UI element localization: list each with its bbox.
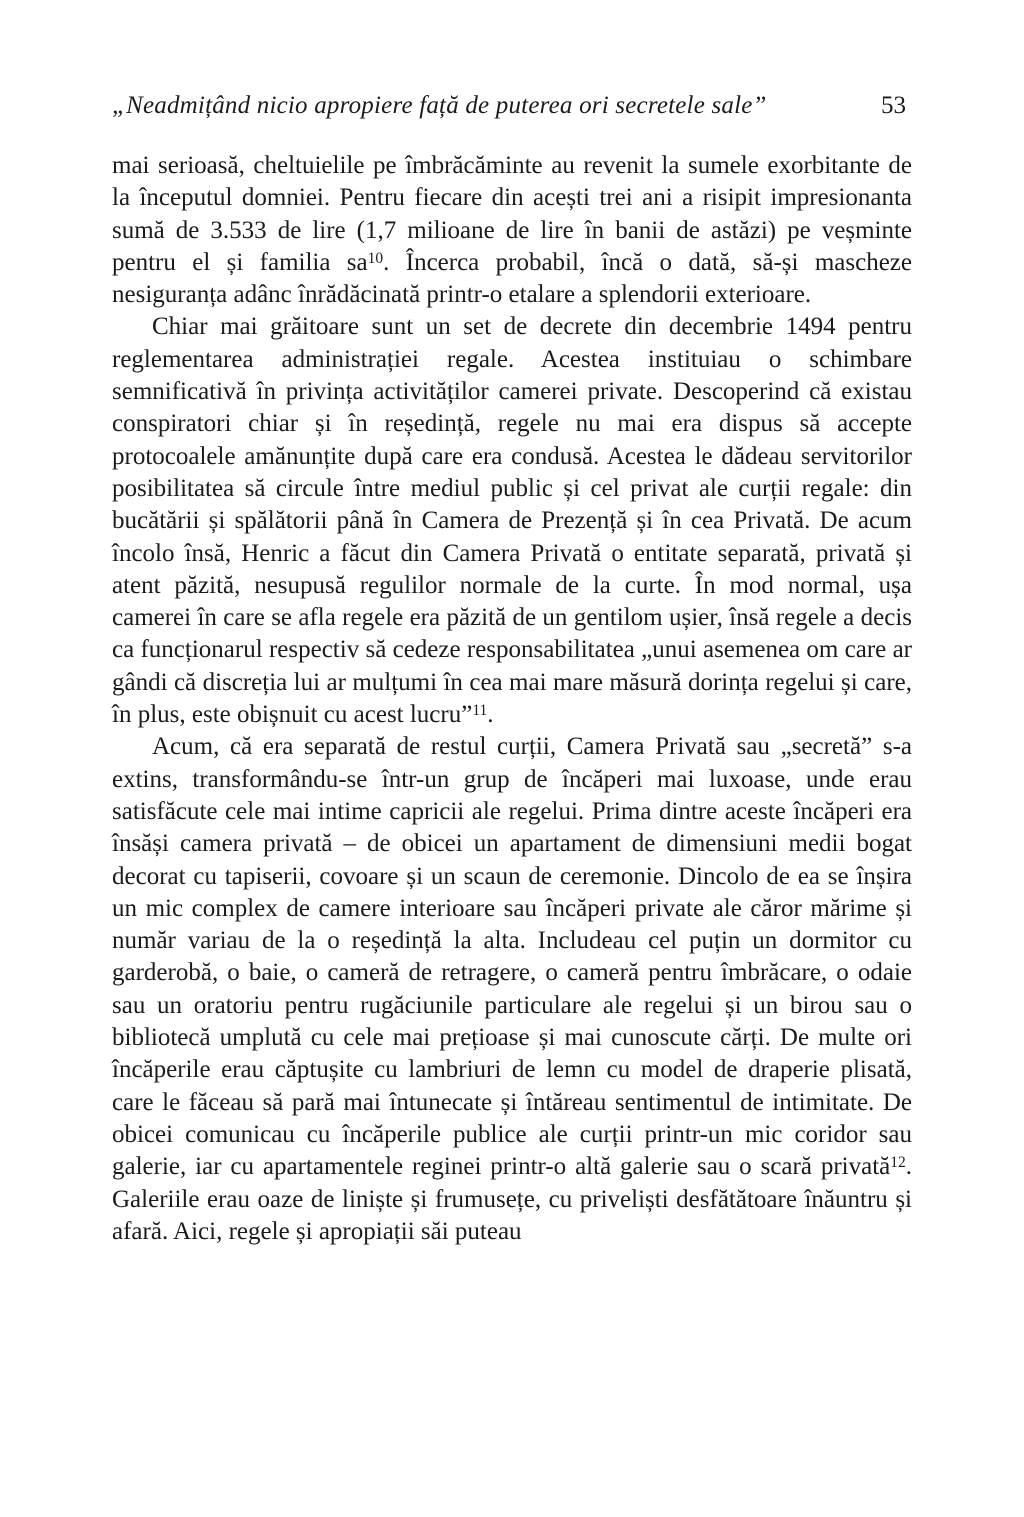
running-title: „Neadmițând nicio apropiere față de puterea ori secretele sale” [112, 92, 767, 119]
footnote-ref: 10 [367, 249, 384, 267]
text-block [112, 150, 912, 1248]
paragraph: mai serioasă, cheltuielile pe îmbrăcăminte au revenit la sumele exorbitante de la începutul domniei. Pentru fiecare din acești trei ani a risipit impresionanta sumă de 3.533 de lire (1,7 milioane de lire în banii de astăzi) pe veșminte pentru el și familia sa$^{10}$. Încerca probabil, încă o dată, să-și mascheze nesiguranța adânc înrădăcinată printr-o etalare a splendorii exterioare. [112, 152, 912, 309]
footnote-ref: 12 [890, 1154, 906, 1172]
footnote-ref: 11 [472, 702, 488, 720]
paragraph: Chiar mai grăitoare sunt un set de decrete din decembrie 1494 pentru reglementarea administrației regale. Acestea instituiau o schimbare semnificativă în privința activităților camerei private. Descoperind că existau conspiratori chiar și în reședință, regele nu mai era dispus să accepte protocoalele amănunțite după care era condusă. Acestea le dădeau servitorilor posibilitatea să circule între mediul public și cel privat ale curții regale: din bucătării și spălătorii până în Camera de Prezență și în cea Privată. De acum încolo însă, Henric a făcut din Camera Privată o entitate separată, privată și atent păzită, nesupusă regulilor normale de la curte. În mod normal, ușa camerei în care se afla regele era păzită de un gentilom ușier, însă regele a decis ca funcționarul respectiv să cedeze responsabilitatea „unui asemenea om care ar gândi că discreția lui ar mulțumi în cea mai mare măsură dorința regelui și care, în plus, este obișnuit cu acest lucru”$^{11}$. [112, 313, 912, 729]
page-header [112, 91, 912, 121]
page-number: 53 [881, 92, 906, 119]
paragraph: Acum, că era separată de restul curții, Camera Privată sau „secretă” s-a extins, transformându-se într-un grup de încăperi mai luxoase, unde erau satisfăcute cele mai intime capricii ale regelui. Prima dintre aceste încăperi era însăși camera privată – de obicei un apartament de dimensiuni medii bogat decorat cu tapiserii, covoare și un scaun de ceremonie. Dincolo de ea se înșira un mic complex de camere interioare sau încăperi private ale căror mărime și număr variau de la o reședință la alta. Includeau cel puțin un dormitor cu garderobă, o baie, o cameră de retragere, o cameră pentru îmbrăcare, o odaie sau un oratoriu pentru rugăciunile particulare ale regelui și un birou sau o bibliotecă umplută cu cele mai prețioase și mai cunoscute cărți. De multe ori încăperile erau căptușite cu lambriuri de lemn cu model de draperie plisată, care le făceau să pară mai întunecate și întăreau sentimentul de intimitate. De obicei comunicau cu încăperile publice ale curții printr-un mic coridor sau galerie, iar cu apartamentele reginei printr-o altă galerie sau o scară privată$^{12}$. Galeriile erau oaze de liniște și frumusețe, cu priveliști desfătătoare înăuntru și afară. Aici, regele și apropiații săi puteau [112, 733, 912, 1245]
